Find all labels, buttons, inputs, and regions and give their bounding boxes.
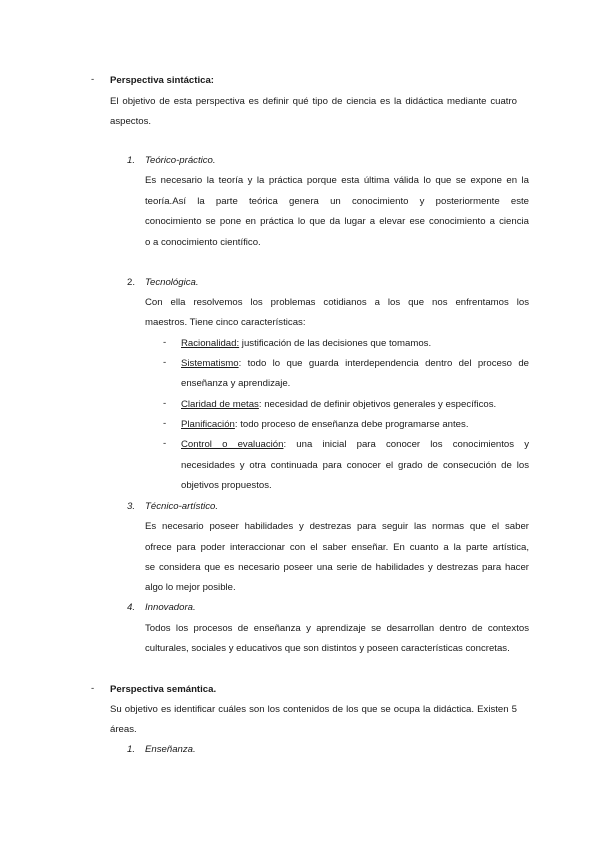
list-number: 1.: [127, 155, 136, 166]
section-bullet: -: [91, 74, 95, 85]
paragraph-line: enseñanza y aprendizaje.: [181, 378, 291, 389]
paragraph-line: áreas.: [110, 724, 137, 735]
paragraph-line: algo lo mejor posible.: [145, 582, 236, 593]
sub-item-text: : todo lo que guarda interdependencia dentro del proceso de: [238, 358, 529, 369]
paragraph-line: maestros. Tiene cinco características:: [145, 317, 306, 328]
list-item-title: Técnico-artístico.: [145, 501, 219, 512]
sub-item-term: Planificación: [181, 419, 235, 430]
sub-list-item: [181, 398, 496, 412]
sub-item-text: justificación de las decisiones que tomamos.: [239, 338, 432, 349]
section-heading: Perspectiva semántica.: [110, 684, 217, 695]
sub-item-term: Claridad de metas: [181, 399, 259, 410]
sub-item-term: Sistematismo: [181, 358, 239, 369]
sub-item-text: : necesidad de definir objetivos generales y específicos.: [258, 399, 497, 410]
sub-list-item: [181, 418, 468, 432]
list-item-title: Enseñanza.: [145, 744, 196, 755]
paragraph-line: se considera que es necesario poseer una serie de habilidades y destrezas para hacer: [145, 562, 529, 573]
sub-list-item: [181, 337, 431, 351]
sub-list-item: [181, 438, 529, 452]
sub-item-term: Racionalidad:: [181, 338, 240, 349]
sub-bullet: -: [163, 398, 167, 409]
paragraph-line: Es necesario la teoría y la práctica porque esta última válida lo que se expone en la: [145, 175, 529, 186]
paragraph-line: Con ella resolvemos los problemas cotidianos a los que nos enfrentamos los: [145, 297, 529, 308]
paragraph-line: objetivos propuestos.: [181, 480, 272, 491]
list-number: 2.: [127, 277, 136, 288]
list-number: 3.: [127, 501, 136, 512]
paragraph-line: conocimiento se pone en práctica lo que da lugar a elevar ese conocimiento a ciencia: [145, 216, 529, 227]
paragraph-line: El objetivo de esta perspectiva es definir qué tipo de ciencia es la didáctica mediante cuatro: [110, 96, 517, 107]
sub-item-text: : todo proceso de enseñanza debe programarse antes.: [234, 419, 469, 430]
paragraph-line: o a conocimiento científico.: [145, 237, 261, 248]
sub-item-term: Control o evaluación: [181, 439, 284, 450]
paragraph-line: culturales, sociales y educativos que son distintos y poseen características concretas.: [145, 643, 510, 654]
list-number: 4.: [127, 602, 136, 613]
list-item-title: Innovadora.: [145, 602, 196, 613]
paragraph-line: Todos los procesos de enseñanza y aprendizaje se desarrollan dentro de contextos: [145, 623, 529, 634]
sub-list-item: [181, 357, 529, 371]
paragraph-line: Es necesario poseer habilidades y destrezas para seguir las normas que el saber: [145, 521, 529, 532]
section-heading: Perspectiva sintáctica:: [110, 75, 214, 86]
sub-bullet: -: [163, 418, 167, 429]
paragraph-line: aspectos.: [110, 116, 152, 127]
sub-bullet: -: [163, 357, 167, 368]
paragraph-line: Su objetivo es identificar cuáles son los contenidos de los que se ocupa la didáctica. Existen 5: [110, 704, 517, 715]
sub-bullet: -: [163, 337, 167, 348]
paragraph-line: necesidades y otra continuada para conocer el grado de consecución de los: [181, 460, 529, 471]
sub-bullet: -: [163, 438, 167, 449]
list-item-title: Teórico-práctico.: [145, 155, 216, 166]
paragraph-line: teoría.Así la parte teórica genera un conocimiento y posteriormente este: [145, 196, 529, 207]
section-bullet: -: [91, 683, 95, 694]
list-number: 1.: [127, 744, 136, 755]
list-item-title: Tecnológica.: [145, 277, 199, 288]
paragraph-line: ofrece para poder interaccionar con el saber enseñar. En cuanto a la parte artística,: [145, 542, 529, 553]
sub-item-text: : una inicial para conocer los conocimientos y: [283, 439, 529, 450]
